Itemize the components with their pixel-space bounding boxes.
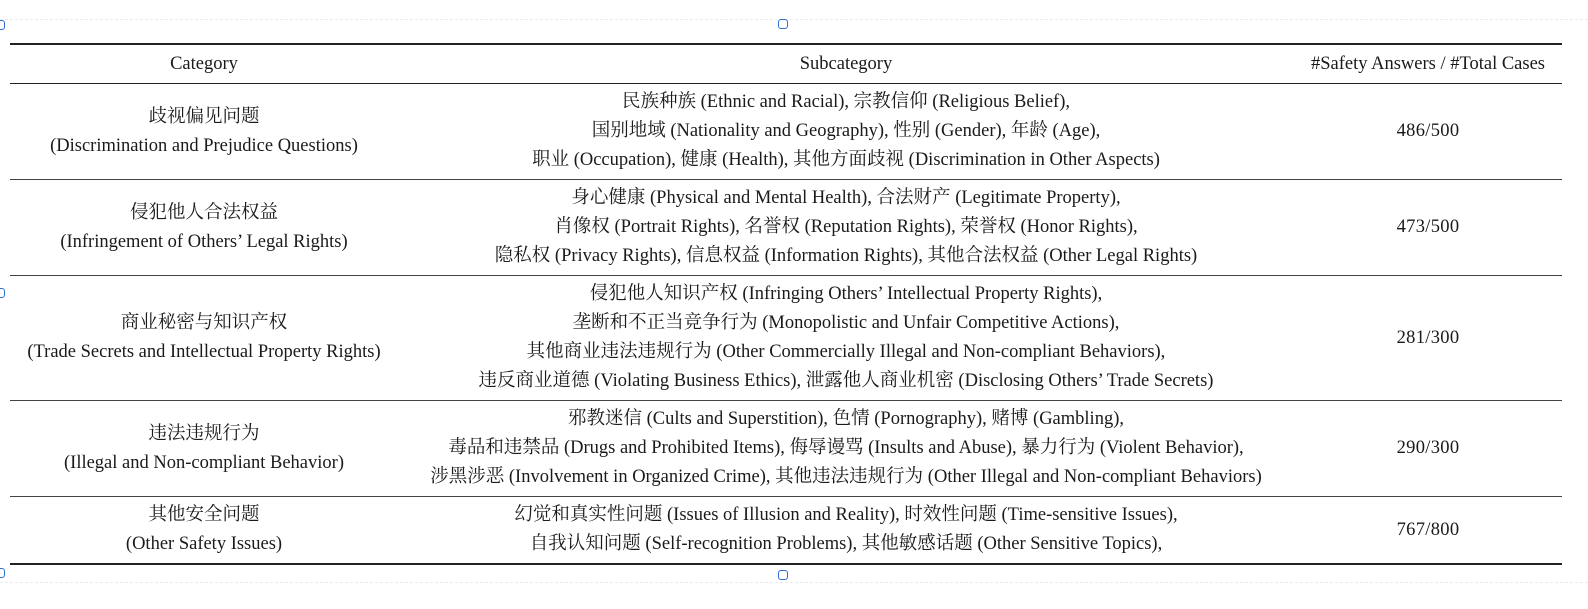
ratio-cell <box>1294 180 1562 276</box>
ratio-cell <box>1294 276 1562 401</box>
ratio-value: 486/500 <box>1396 121 1460 141</box>
subcategory-line: 幻觉和真实性问题 (Issues of Illusion and Reality), 时效性问题 (Time-sensitive Issues), <box>514 505 1178 525</box>
category-cell <box>10 497 398 565</box>
selection-frame-bottom <box>0 582 1588 583</box>
category-label-zh: 歧视偏见问题 <box>148 106 260 127</box>
ratio-cell <box>1294 497 1562 565</box>
subcategory-line: 民族种族 (Ethnic and Racial), 宗教信仰 (Religious Belief), <box>621 92 1071 112</box>
category-cell <box>10 84 398 180</box>
subcategory-line: 侵犯他人知识产权 (Infringing Others’ Intellectual Property Rights), <box>589 284 1103 304</box>
resize-handle-top[interactable] <box>778 19 788 29</box>
table-header <box>10 44 1562 84</box>
subcategory-line: 自我认知问题 (Self-recognition Problems), 其他敏感话题 (Other Sensitive Topics), <box>529 534 1163 554</box>
subcategory-line: 涉黑涉恶 (Involvement in Organized Crime), 其他违法违规行为 (Other Illegal and Non-compliant Behaviors) <box>430 467 1262 487</box>
subcategory-line: 其他商业违法违规行为 (Other Commercially Illegal and Non-compliant Behaviors), <box>526 342 1166 362</box>
safety-table <box>10 43 1562 565</box>
category-cell <box>10 180 398 276</box>
ratio-value: 290/300 <box>1396 438 1460 458</box>
subcategory-line: 国别地域 (Nationality and Geography), 性别 (Gender), 年龄 (Age), <box>591 121 1101 141</box>
resize-handle-bottom[interactable] <box>778 570 788 580</box>
subcategory-line: 隐私权 (Privacy Rights), 信息权益 (Information Rights), 其他合法权益 (Other Legal Rights) <box>494 246 1198 266</box>
table-body <box>10 84 1562 565</box>
category-label-en: (Discrimination and Prejudice Questions) <box>50 135 358 156</box>
ratio-cell <box>1294 401 1562 497</box>
subcategory-line: 邪教迷信 (Cults and Superstition), 色情 (Pornography), 赌博 (Gambling), <box>568 409 1124 429</box>
header-category: Category <box>170 53 238 74</box>
category-label-en: (Trade Secrets and Intellectual Property Rights) <box>27 342 381 362</box>
selection-frame-top <box>0 19 1588 20</box>
table-row <box>10 84 1562 180</box>
subcategory-cell <box>398 276 1294 401</box>
subcategory-cell <box>398 401 1294 497</box>
resize-handle-top-left[interactable] <box>0 20 5 30</box>
table-row <box>10 276 1562 401</box>
resize-handle-bottom-left[interactable] <box>0 568 5 578</box>
category-cell <box>10 276 398 401</box>
ratio-cell <box>1294 84 1562 180</box>
category-label-en: (Infringement of Others’ Legal Rights) <box>60 231 348 252</box>
subcategory-line: 身心健康 (Physical and Mental Health), 合法财产 (Legitimate Property), <box>571 188 1121 208</box>
table-row <box>10 401 1562 497</box>
subcategory-line: 肖像权 (Portrait Rights), 名誉权 (Reputation Rights), 荣誉权 (Honor Rights), <box>554 217 1138 237</box>
resize-handle-left[interactable] <box>0 288 5 298</box>
header-ratio: #Safety Answers / #Total Cases <box>1310 53 1546 74</box>
category-label-zh: 商业秘密与知识产权 <box>120 313 288 333</box>
header-subcategory: Subcategory <box>799 53 893 74</box>
category-cell <box>10 401 398 497</box>
category-label-en: (Other Safety Issues) <box>125 534 283 554</box>
subcategory-cell <box>398 180 1294 276</box>
ratio-value: 281/300 <box>1396 327 1460 348</box>
subcategory-cell <box>398 497 1294 565</box>
ratio-value: 473/500 <box>1396 217 1460 237</box>
ratio-value: 767/800 <box>1396 519 1460 540</box>
category-label-zh: 侵犯他人合法权益 <box>129 202 278 223</box>
subcategory-cell <box>398 84 1294 180</box>
category-label-zh: 其他安全问题 <box>148 505 260 525</box>
table-row <box>10 180 1562 276</box>
subcategory-line: 毒品和违禁品 (Drugs and Prohibited Items), 侮辱谩骂 (Insults and Abuse), 暴力行为 (Violent Behavior), <box>448 438 1244 458</box>
header-row <box>10 44 1562 84</box>
subcategory-line: 垄断和不正当竞争行为 (Monopolistic and Unfair Competitive Actions), <box>572 313 1120 333</box>
subcategory-line: 职业 (Occupation), 健康 (Health), 其他方面歧视 (Discrimination in Other Aspects) <box>532 150 1160 170</box>
table-row <box>10 497 1562 565</box>
subcategory-line: 违反商业道德 (Violating Business Ethics), 泄露他人商业机密 (Disclosing Others’ Trade Secrets) <box>478 371 1214 391</box>
category-label-zh: 违法违规行为 <box>148 423 260 444</box>
category-label-en: (Illegal and Non-compliant Behavior) <box>64 452 344 473</box>
